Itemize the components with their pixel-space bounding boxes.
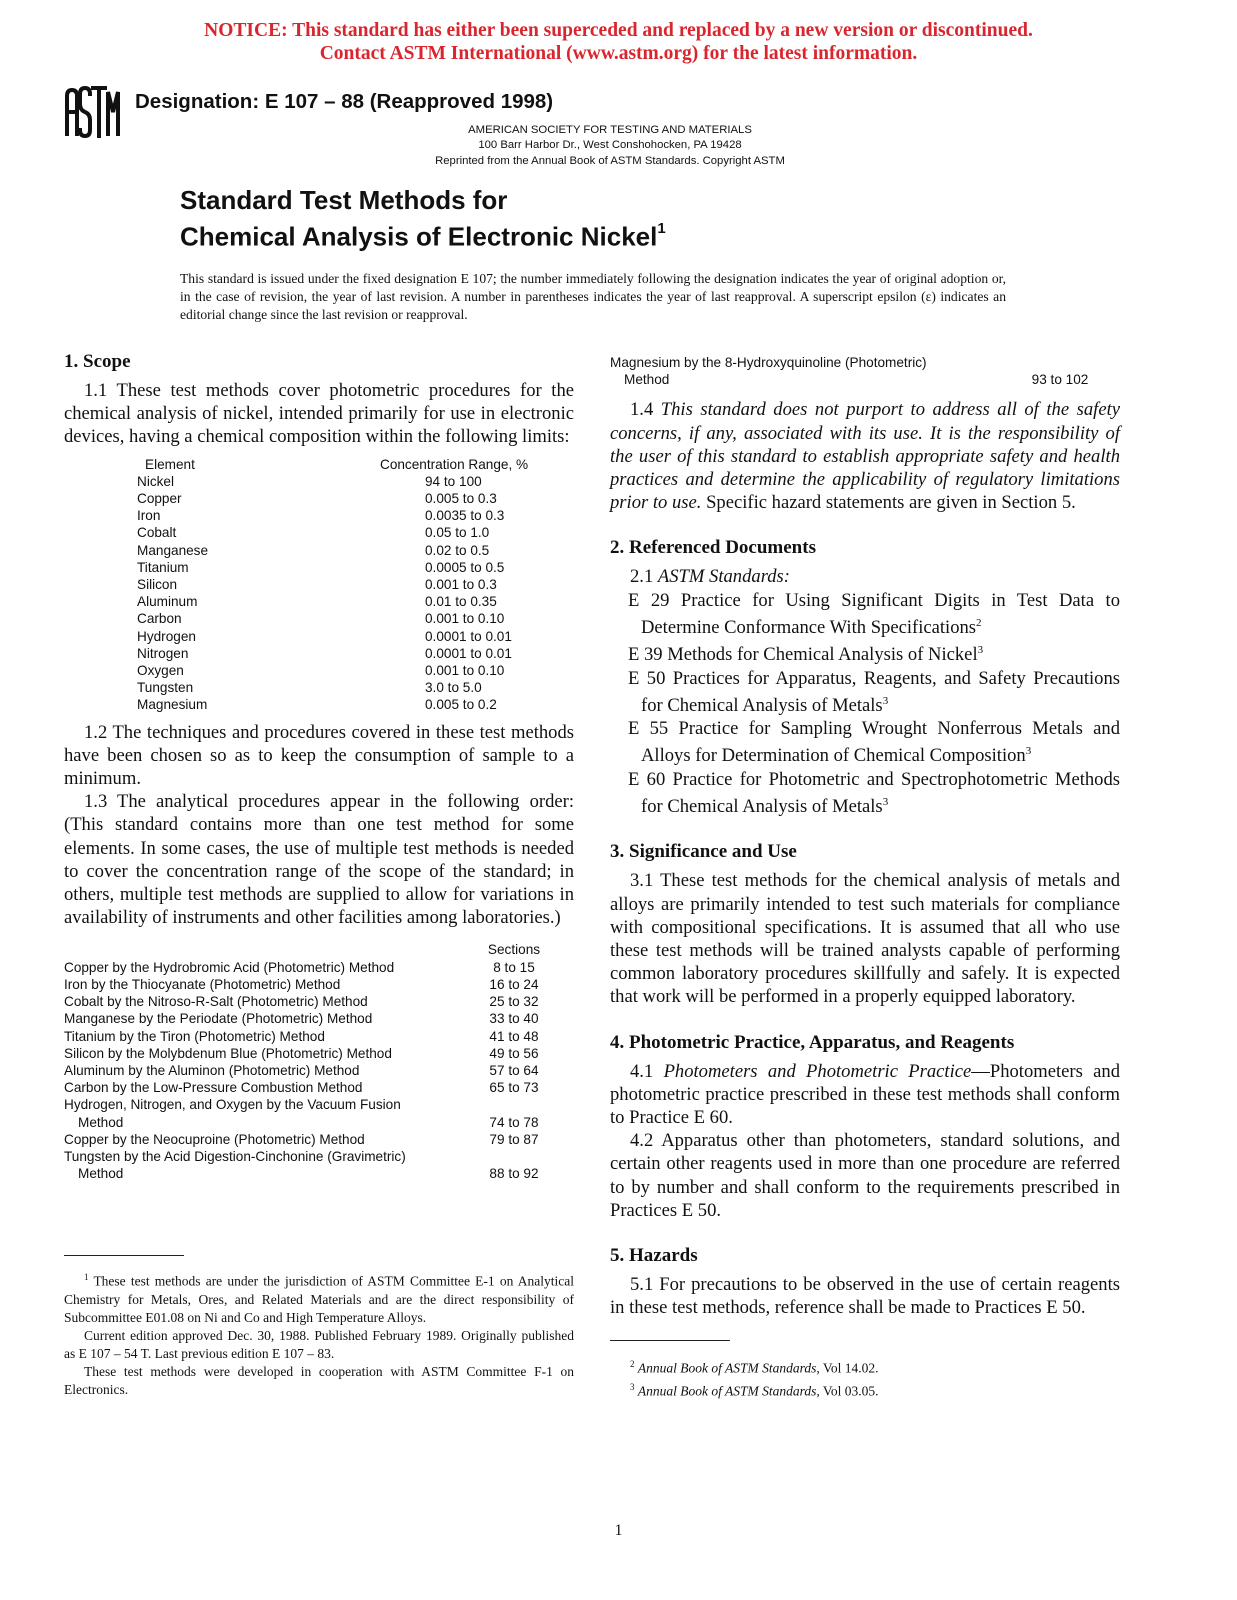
society-copyright: Reprinted from the Annual Book of ASTM Standards. Copyright ASTM [435, 154, 785, 167]
title-footnote-mark: 1 [657, 220, 666, 237]
reference-note-mark: 2 [976, 616, 982, 629]
table-row [137, 610, 528, 627]
method-cell [64, 1028, 484, 1045]
paragraph-2-1 [610, 565, 1120, 588]
table-row [64, 1148, 544, 1182]
reference-note-mark: 3 [882, 796, 889, 808]
method-name: Aluminum by the Aluminon (Photometric) Method [64, 1062, 360, 1078]
paragraph-1-3: 1.3 The analytical procedures appear in the following order: (This standard contains more than one test method for some elements. In some cases, the use of multiple test methods is needed to cover the concentration range of the scope of the standard; in others, multiple test methods are supplied to allow for variations in availability of instruments and other facilities among laboratories.) [64, 791, 574, 929]
footnote-1-mark: 1 [84, 1272, 89, 1282]
range-cell: 94 to 100 [425, 473, 482, 489]
section-heading-significance: 3. Significance and Use [610, 841, 797, 863]
element-cell: Manganese [137, 542, 209, 558]
concentration-table [137, 456, 528, 714]
paragraph-5-1: 5.1 For precautions to be observed in the use of certain reagents in these test methods, reference shall be made to Practices E 50. [610, 1274, 1120, 1319]
method-cell [64, 959, 484, 976]
range-cell: 0.05 to 1.0 [425, 525, 490, 541]
sections-cell: 49 to 56 [489, 1045, 539, 1061]
method-cell [64, 1062, 484, 1079]
reference-item [610, 639, 1120, 666]
range-cell: 0.01 to 0.35 [425, 594, 497, 610]
hazard-reference: Specific hazard statements are given in Section 5. [706, 492, 1076, 514]
section-heading-hazards: 5. Hazards [610, 1245, 698, 1267]
method-cell [64, 1096, 484, 1130]
table-row [64, 1131, 544, 1148]
method-cell [64, 993, 484, 1010]
reference-item [610, 717, 1120, 768]
table-row [64, 1010, 544, 1027]
method-name: Silicon by the Molybdenum Blue (Photometric) Method [64, 1045, 392, 1061]
element-cell: Oxygen [137, 663, 184, 679]
footnote-2-title: Annual Book of ASTM Standards [637, 1360, 817, 1376]
sections-cell: 33 to 40 [489, 1011, 539, 1027]
sections-cell: 16 to 24 [489, 976, 539, 992]
reference-text: E 50 Practices for Apparatus, Reagents, and Safety Precautions for Chemical Analysis of Metals [628, 667, 1120, 716]
table-row [137, 473, 528, 490]
reference-item [610, 768, 1120, 819]
title-line-2 [180, 216, 666, 253]
paragraph-4-1 [610, 1060, 1120, 1130]
sections-cell: 93 to 102 [1031, 372, 1089, 388]
range-cell: 0.005 to 0.2 [425, 697, 497, 713]
sections-cell: 25 to 32 [489, 994, 539, 1010]
footnote-1 [64, 1268, 574, 1327]
table-header-row [64, 941, 544, 958]
table-row [64, 959, 544, 976]
left-column [64, 350, 574, 1182]
method-name-continued: Method [78, 1114, 124, 1130]
paragraph-1-2: 1.2 The techniques and procedures covered in these test methods have been chosen so as to keep the consumption of sample to a minimum. [64, 721, 574, 790]
paragraph-number: 4.1 [630, 1060, 654, 1082]
method-cell [64, 1045, 484, 1062]
table-row [64, 1062, 544, 1079]
element-cell: Hydrogen [137, 628, 196, 644]
table-row [137, 559, 528, 576]
method-name: Magnesium by the 8-Hydroxyquinoline (Photometric) [610, 355, 927, 370]
title-line-2-text: Chemical Analysis of Electronic Nickel [180, 221, 658, 252]
reference-item [610, 667, 1120, 718]
superseded-notice [0, 19, 1237, 65]
method-cell [64, 1079, 484, 1096]
range-cell: 0.02 to 0.5 [425, 542, 490, 558]
footnote-1-edition: Current edition approved Dec. 30, 1988. Published February 1989. Originally published as E 107 – 54 T. Last previous edition E 107 – 83. [64, 1327, 574, 1361]
safety-caveat: This standard does not purport to address all of the safety concerns, if any, associated with its use. It is the responsibility of the user of this standard to establish appropriate safety and health practices and determine the applicability of regulatory limitations prior to use. [610, 399, 1120, 514]
table-row [137, 524, 528, 541]
paragraph-4-1-text: —Photometers and photometric practice prescribed in these test methods shall conform to Practice E 60. [610, 1060, 1120, 1129]
table-row [137, 696, 528, 713]
element-cell: Titanium [137, 559, 189, 575]
table-row [64, 976, 544, 993]
range-cell: 3.0 to 5.0 [425, 680, 482, 696]
paragraph-number: 1.4 [630, 399, 654, 421]
sections-cell: 74 to 78 [489, 1114, 539, 1130]
range-cell: 0.0035 to 0.3 [425, 508, 505, 524]
paragraph-4-1-title: Photometers and Photometric Practice [663, 1060, 972, 1082]
table-row [64, 993, 544, 1010]
right-column [610, 350, 1120, 1319]
paragraph-4-2: 4.2 Apparatus other than photometers, standard solutions, and certain other reagents used in more than one procedure are referred to by number and shall conform to the requirements prescribed in Practices E 50. [610, 1130, 1120, 1221]
method-name: Copper by the Hydrobromic Acid (Photometric) Method [64, 959, 395, 975]
table-row [137, 628, 528, 645]
method-cell [64, 1131, 484, 1148]
method-cell [64, 976, 484, 993]
range-cell: 0.001 to 0.10 [425, 611, 505, 627]
footnote-2 [610, 1355, 1120, 1378]
element-cell: Magnesium [137, 697, 208, 713]
column-header-range: Concentration Range, % [380, 456, 529, 472]
method-cell [610, 354, 1010, 388]
method-name: Titanium by the Tiron (Photometric) Method [64, 1028, 325, 1044]
right-footnotes [610, 1340, 1120, 1400]
footnote-2-volume: , Vol 14.02. [816, 1360, 879, 1376]
table-row [137, 645, 528, 662]
method-name-continued: Method [78, 1166, 124, 1182]
reference-text: E 39 Methods for Chemical Analysis of Nickel [628, 644, 978, 666]
methods-sections-continued [610, 354, 1110, 388]
table-row [137, 679, 528, 696]
sections-cell: 57 to 64 [489, 1062, 539, 1078]
range-cell: 0.001 to 0.3 [425, 577, 497, 593]
reference-note-mark: 3 [1025, 745, 1032, 758]
footnote-2-mark: 2 [630, 1359, 635, 1369]
footnote-3 [610, 1378, 1120, 1401]
table-row [137, 593, 528, 610]
sections-cell: 79 to 87 [489, 1131, 539, 1147]
astm-standards-label: ASTM Standards: [657, 566, 790, 588]
methods-spacer [64, 941, 484, 958]
sections-cell: 88 to 92 [489, 1166, 539, 1182]
notice-line-2: Contact ASTM International (www.astm.org) for the latest information. [319, 43, 918, 64]
sections-cell: 65 to 73 [489, 1080, 539, 1096]
reference-text: E 55 Practice for Sampling Wrought Nonferrous Metals and Alloys for Determination of Chemical Composition [628, 718, 1120, 767]
paragraph-3-1: 3.1 These test methods for the chemical analysis of metals and alloys are primarily intended to test such materials for compliance with compositional specifications. It is assumed that all who use these test methods will be trained analysts capable of performing common laboratory procedures skillfully and safely. It is expected that work will be performed in a properly equipped laboratory. [610, 870, 1120, 1008]
table-row [137, 542, 528, 559]
reference-item [610, 589, 1120, 640]
society-info [380, 123, 840, 169]
table-row [610, 354, 1110, 388]
society-name: AMERICAN SOCIETY FOR TESTING AND MATERIALS [468, 124, 752, 136]
method-name: Carbon by the Low-Pressure Combustion Method [64, 1080, 363, 1096]
footnote-3-mark: 3 [630, 1381, 635, 1392]
table-row [137, 507, 528, 524]
element-cell: Silicon [137, 577, 178, 593]
method-name: Manganese by the Periodate (Photometric) Method [64, 1011, 373, 1027]
section-heading-photometric: 4. Photometric Practice, Apparatus, and Reagents [610, 1031, 1015, 1053]
reference-text: E 29 Practice for Using Significant Digits in Test Data to Determine Conformance With Specifications [628, 589, 1120, 639]
method-cell [64, 1148, 484, 1182]
notice-line-1: NOTICE: This standard has either been superceded and replaced by a new version or discontinued. [204, 20, 1033, 41]
element-cell: Nitrogen [137, 645, 189, 661]
element-cell: Copper [137, 491, 182, 507]
column-header-sections: Sections [487, 942, 541, 958]
paragraph-1-4 [610, 398, 1120, 514]
designation: Designation: E 107 – 88 (Reapproved 1998) [135, 90, 554, 113]
method-name: Tungsten by the Acid Digestion-Cinchonine (Gravimetric) [64, 1148, 406, 1164]
element-cell: Carbon [137, 611, 182, 627]
footnote-3-volume: Vol 03.05. [819, 1383, 879, 1398]
document-title [180, 185, 666, 253]
table-row [64, 1045, 544, 1062]
method-name-continued: Method [624, 372, 670, 388]
footnote-3-title: Annual Book of ASTM Standards, [637, 1383, 820, 1398]
method-name: Hydrogen, Nitrogen, and Oxygen by the Vacuum Fusion [64, 1097, 401, 1113]
sections-cell: 41 to 48 [489, 1028, 539, 1044]
table-row [137, 490, 528, 507]
issuance-statement: This standard is issued under the fixed designation E 107; the number immediately following the designation indicates the year of original adoption or, in the case of revision, the year of last revision. A number in parentheses indicates the year of last reapproval. A superscript epsilon (ε) indicates an editorial change since the last revision or reapproval. [180, 271, 1006, 322]
table-row [64, 1079, 544, 1096]
range-cell: 0.0001 to 0.01 [425, 628, 512, 644]
table-row [137, 662, 528, 679]
reference-note-mark: 3 [977, 644, 984, 657]
reference-text: E 60 Practice for Photometric and Spectrophotometric Methods for Chemical Analysis of Metals [628, 768, 1120, 818]
method-cell [64, 1010, 484, 1027]
page-number: 1 [614, 1522, 623, 1539]
table-row [64, 1028, 544, 1045]
method-name: Copper by the Neocuproine (Photometric) Method [64, 1131, 365, 1147]
left-footnotes [64, 1255, 574, 1399]
method-name: Cobalt by the Nitroso-R-Salt (Photometric) Method [64, 994, 368, 1010]
column-header-element: Element [145, 456, 195, 472]
reference-note-mark: 3 [882, 694, 889, 707]
section-heading-scope: 1. Scope [64, 351, 131, 372]
range-cell: 0.0001 to 0.01 [425, 645, 512, 661]
title-line-1: Standard Test Methods for [180, 185, 508, 215]
element-cell: Tungsten [137, 680, 194, 696]
section-heading-referenced-documents: 2. Referenced Documents [610, 537, 816, 559]
sections-cell: 8 to 15 [493, 959, 535, 975]
element-cell: Iron [137, 508, 161, 524]
methods-sections-table [64, 941, 544, 1182]
element-cell: Aluminum [137, 594, 198, 610]
range-cell: 0.0005 to 0.5 [425, 559, 505, 575]
paragraph-1-1: 1.1 These test methods cover photometric procedures for the chemical analysis of nickel, intended primarily for use in electronic devices, having a chemical composition within the following limits: [64, 380, 574, 448]
table-row [64, 1096, 544, 1130]
method-name: Iron by the Thiocyanate (Photometric) Method [64, 976, 341, 992]
footnote-1-text: These test methods are under the jurisdiction of ASTM Committee E-1 on Analytical Chemistry for Metals, Ores, and Related Materials and are the direct responsibility of Subcommittee E01.08 on Ni and Co and High Temperature Alloys. [64, 1273, 574, 1325]
element-cell: Nickel [137, 473, 175, 489]
range-cell: 0.005 to 0.3 [425, 491, 497, 507]
society-address: 100 Barr Harbor Dr., West Conshohocken, PA 19428 [478, 139, 742, 152]
footnote-1-cooperation: These test methods were developed in cooperation with ASTM Committee F-1 on Electronics. [64, 1363, 574, 1397]
element-cell: Cobalt [137, 525, 177, 541]
paragraph-number: 2.1 [630, 566, 654, 588]
table-row [137, 576, 528, 593]
range-cell: 0.001 to 0.10 [425, 663, 505, 679]
astm-logo [64, 84, 122, 140]
